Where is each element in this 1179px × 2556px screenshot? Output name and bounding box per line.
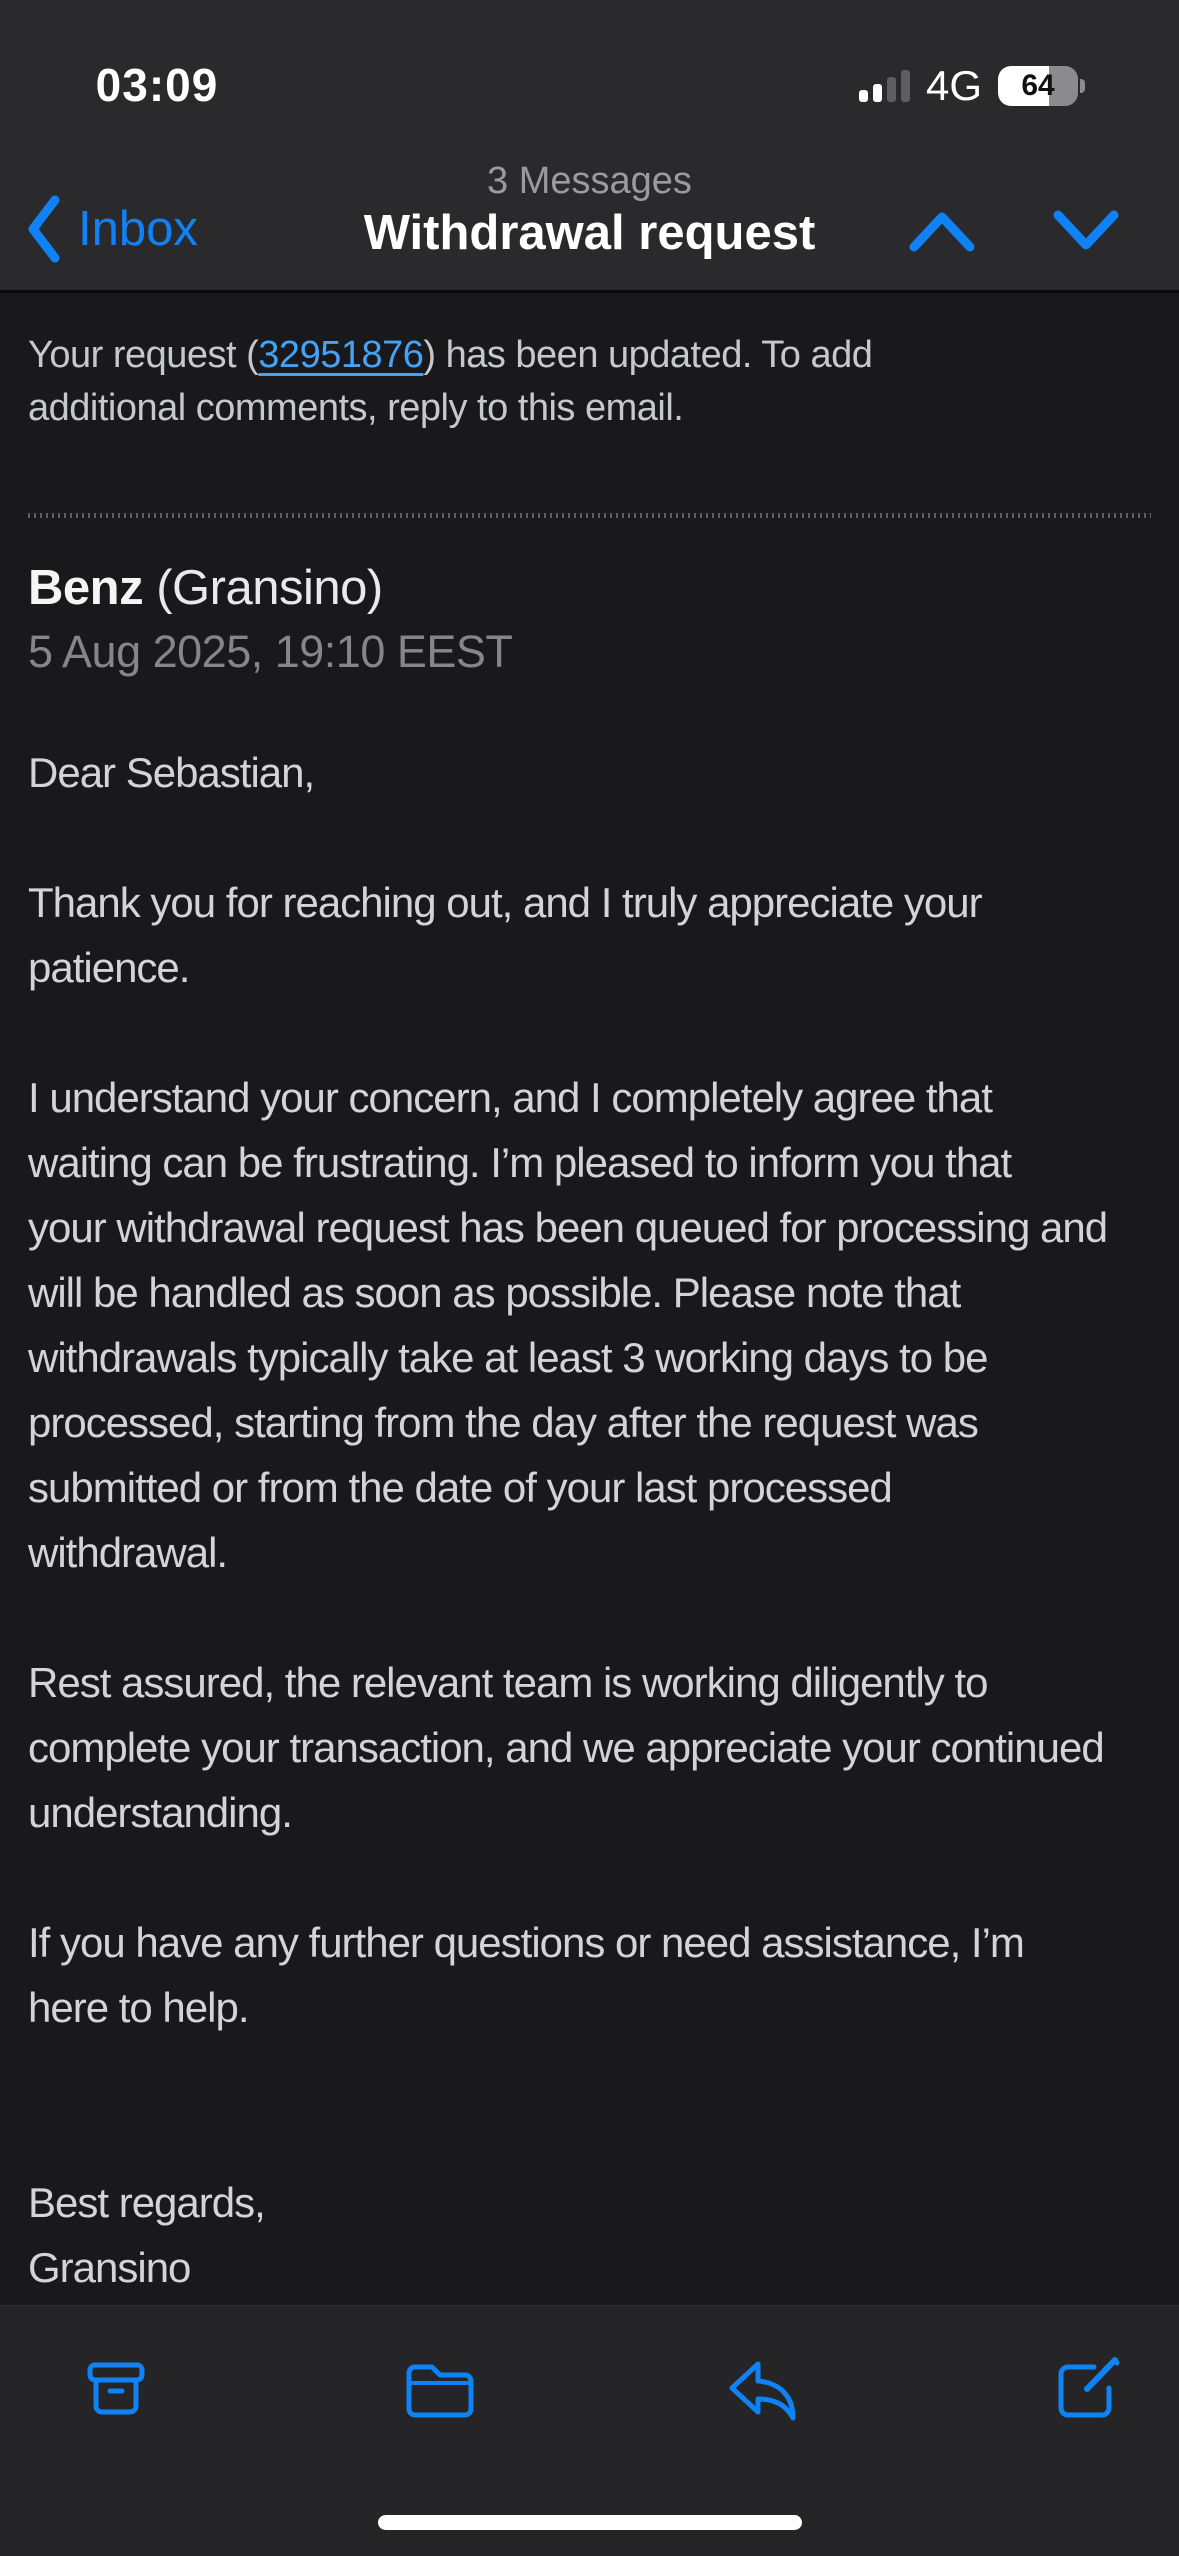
- reply-button[interactable]: [725, 2352, 801, 2428]
- back-button[interactable]: [26, 194, 198, 264]
- request-update-notice: [28, 329, 1151, 435]
- folder-icon: [401, 2354, 479, 2426]
- email-body-line: Thank you for reaching out, and I truly appreciate your: [28, 879, 982, 926]
- compose-icon: [1048, 2351, 1126, 2429]
- battery-icon: [998, 66, 1078, 106]
- message-count: 3 Messages: [487, 160, 692, 202]
- back-button-label: Inbox: [78, 202, 198, 256]
- email-body-line: Gransino: [28, 2244, 191, 2291]
- email-body-line: Dear Sebastian,: [28, 749, 315, 796]
- top-chrome: [0, 0, 1179, 293]
- bottom-toolbar: [0, 2305, 1179, 2556]
- archive-button[interactable]: [78, 2352, 154, 2428]
- email-body-line: patience.: [28, 944, 190, 991]
- email-body-line: [28, 805, 1151, 870]
- email-body-line: [28, 2040, 1151, 2105]
- email-body-line: withdrawals typically take at least 3 working days to be: [28, 1334, 988, 1381]
- email-body-line: [28, 1000, 1151, 1065]
- email-body-line: [28, 2105, 1151, 2170]
- next-message-button[interactable]: [1052, 208, 1120, 254]
- clock-time: 03:09: [95, 59, 219, 111]
- battery-percent: 64: [1021, 69, 1055, 102]
- notice-line2: additional comments, reply to this email.: [28, 387, 684, 429]
- email-body-line: complete your transaction, and we appreciate your continued: [28, 1724, 1104, 1771]
- email-body-line: understanding.: [28, 1789, 292, 1836]
- signal-bar: [887, 77, 896, 102]
- email-body-line: waiting can be frustrating. I’m pleased to inform you that: [28, 1139, 1012, 1186]
- email-body-line: [28, 1845, 1151, 1910]
- archive-icon: [80, 2354, 152, 2426]
- email-body-line: here to help.: [28, 1984, 249, 2031]
- email-body-line: will be handled as soon as possible. Please note that: [28, 1269, 961, 1316]
- email-body-line: withdrawal.: [28, 1529, 228, 1576]
- sender-line: [28, 560, 1151, 616]
- sender-organization: (Gransino): [156, 561, 383, 615]
- email-body-line: I understand your concern, and I completely agree that: [28, 1074, 992, 1121]
- battery-cap: [1080, 79, 1085, 93]
- page-title: Withdrawal request: [363, 206, 816, 260]
- email-body-line: Best regards,: [28, 2179, 265, 2226]
- message-date: 5 Aug 2025, 19:10 EEST: [28, 626, 513, 677]
- notice-suffix: ) has been updated. To add: [423, 334, 873, 376]
- email-body-line: processed, starting from the day after the request was: [28, 1399, 978, 1446]
- email-body: [28, 740, 1151, 2300]
- signal-bar: [873, 84, 882, 102]
- notice-prefix: Your request (: [28, 334, 259, 376]
- chevron-up-icon: [908, 208, 976, 254]
- compose-button[interactable]: [1049, 2352, 1125, 2428]
- request-number-link[interactable]: 32951876: [258, 334, 424, 376]
- email-content: [0, 293, 1179, 2305]
- move-to-folder-button[interactable]: [402, 2352, 478, 2428]
- network-type-label: 4G: [925, 62, 982, 109]
- home-indicator[interactable]: [378, 2515, 802, 2530]
- battery-indicator: [998, 66, 1085, 106]
- sender-name: Benz: [28, 561, 144, 615]
- chevron-down-icon: [1052, 208, 1120, 254]
- email-body-line: [28, 1585, 1151, 1650]
- previous-message-button[interactable]: [908, 208, 976, 254]
- cellular-signal-icon: [859, 70, 910, 102]
- email-body-line: If you have any further questions or need assistance, I’m: [28, 1919, 1024, 1966]
- toolbar-icons: [0, 2306, 1179, 2428]
- email-body-line: your withdrawal request has been queued for processing and: [28, 1204, 1108, 1251]
- email-body-line: submitted or from the date of your last processed: [28, 1464, 892, 1511]
- signal-bar: [859, 90, 868, 102]
- nav-bar: [0, 130, 1179, 293]
- email-body-line: Rest assured, the relevant team is working diligently to: [28, 1659, 988, 1706]
- signal-bar: [901, 70, 910, 102]
- chevron-left-icon: [26, 194, 62, 264]
- status-indicators: [859, 62, 1085, 110]
- dotted-divider: [28, 513, 1151, 518]
- reply-icon: [724, 2354, 802, 2426]
- status-bar: [0, 0, 1179, 130]
